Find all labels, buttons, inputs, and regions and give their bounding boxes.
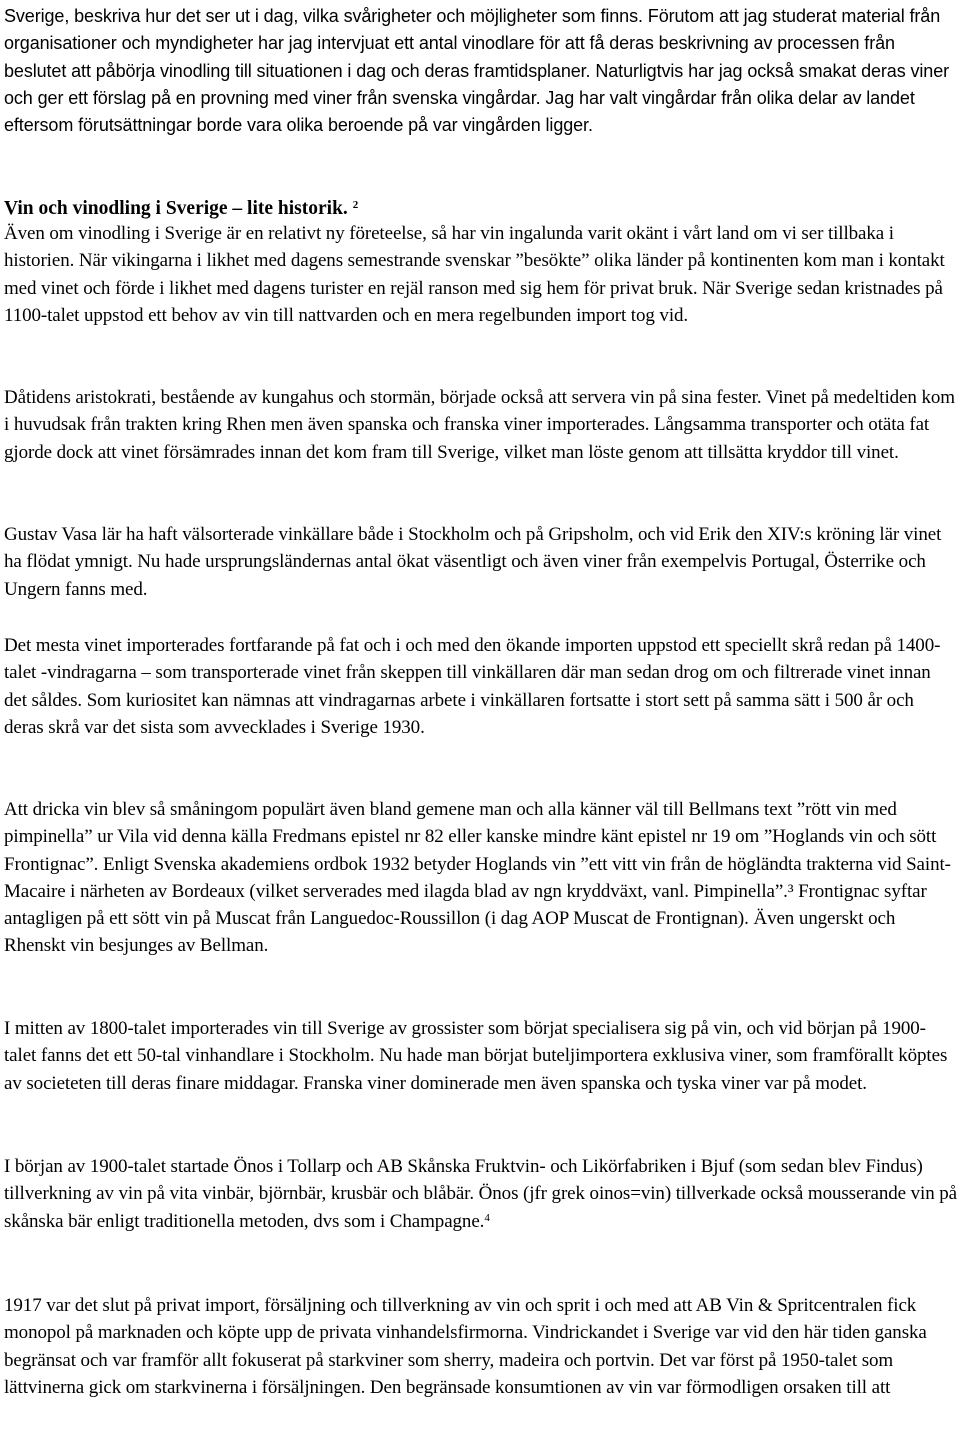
paragraph-onos <box>4 1153 958 1235</box>
section-heading <box>4 195 958 222</box>
paragraph-monopol: 1917 var det slut på privat import, försäljning och tillverkning av vin och sprit i och med att AB Vin & Spritcentralen fick monopol på marknaden och köpte upp de privata vinhandelsfirmorna. Vindrickandet i Sverige var vid den här tiden ganska begränsat och var framför allt fokuserat på starkviner som sherry, madeira och portvin. Det var först på 1950-talet som lättvinerna gick om starkvinerna i försäljningen. Den begränsade konsumtionen av vin var förmodligen orsaken till att <box>4 1295 927 1398</box>
paragraph-intro <box>4 3 958 139</box>
paragraph-vindragarna: Det mesta vinet importerades fortfarande på fat och i och med den ökande importen uppstod ett speciellt skrå redan på 1400-talet -vindragarna – som transporterade vinet från skeppen till vinkällaren där man sedan drog om och filtrerade vinet innan det såldes. Som kuriositet kan nämnas att vindragarnas arbete i vinkällaren fortsatte i stort sett på samma sätt i 500 år och deras skrå var det sista som avvecklades i Sverige 1930. <box>4 635 941 738</box>
paragraph-onos-text: I början av 1900-talet startade Önos i Tollarp och AB Skånska Fruktvin- och Likörfabriken i Bjuf (som sedan blev Findus) tillverkning av vin på vita vinbär, björnbär, krusbär och blåbär. Önos (jfr grek oinos=vin) tillverkade också mousserande vin på skånska bär enligt traditionella metoden, dvs som i Champagne. <box>4 1156 958 1232</box>
paragraph-gustav-vasa: Gustav Vasa lär ha haft välsorterade vinkällare både i Stockholm och på Gripsholm, och vid Erik den XIV:s kröning lär vinet ha flödat ymnigt. Nu hade ursprungsländernas antal ökat väsentligt och även viner från exempelvis Portugal, Österrike och Ungern fanns med. <box>4 524 942 600</box>
section-heading-text: Vin och vinodling i Sverige – lite historik. <box>4 198 348 219</box>
paragraph-aristocracy: Dåtidens aristokrati, bestående av kungahus och stormän, började också att servera vin på sina fester. Vinet på medeltiden kom i huvudsak från trakten kring Rhen men även spanska och franska viner importerades. Långsamma transporter och otäta fat gjorde dock att vinet försämrades innan det kom fram till Sverige, vilket man löste genom att tillsätta kryddor till vinet. <box>4 387 955 463</box>
paragraph-intro-text: Sverige, beskriva hur det ser ut i dag, vilka svårigheter och möjligheter som finns. Förutom att jag studerat material från organisationer och myndigheter har jag intervjuat ett antal vinodlare för att få deras beskrivning av processen från beslutet att påbörja vinodling till situationen i dag och deras framtidsplaner. Naturligtvis har jag också smakat deras viner och ger ett förslag på en provning med viner från svenska vingårdar. Jag har valt vingårdar från olika delar av landet eftersom förutsättningar borde vara olika beroende på var vingården ligger. <box>4 6 950 136</box>
paragraph-bellman: Att dricka vin blev så småningom populärt även bland gemene man och alla känner väl till Bellmans text ”rött vin med pimpinella” ur Vila vid denna källa Fredmans epistel nr 82 eller kanske mindre känt epistel nr 19 om ”Hoglands vin och sött Frontignac”. Enligt Svenska akademiens ordbok 1932 betyder Hoglands vin ”ett vitt vin från de högländta trakterna vid Saint-Macaire i närheten av Bordeaux (vilket serverades med ilagda blad av ngn kryddväxt, vanl. Pimpinella”.³ Frontignac syftar antagligen på ett sött vin på Muscat från Languedoc-Roussillon (i dag AOP Muscat de Frontignan). Även ungerskt och Rhenskt vin besjunges av Bellman. <box>4 799 951 957</box>
footnote-marker-2: 2 <box>352 198 359 211</box>
footnote-marker-4: 4 <box>484 1211 490 1224</box>
paragraph-vikings: Även om vinodling i Sverige är en relativt ny företeelse, så har vin ingalunda varit okänt i vårt land om vi ser tillbaka i historien. När vikingarna i likhet med dagens semestrande svenskar ”besökte” olika länder på kontinenten kom man i kontakt med vinet och förde i likhet med dagens turister en rejäl ranson med sig hem för privat bruk. När Sverige sedan kristnades på 1100-talet uppstod ett behov av vin till nattvarden och en mera regelbunden import tog vid. <box>4 223 945 326</box>
paragraph-1800-talet: I mitten av 1800-talet importerades vin till Sverige av grossister som börjat specialisera sig på vin, och vid början på 1900-talet fanns det ett 50-tal vinhandlare i Stockholm. Nu hade man börjat buteljimportera exklusiva viner, som framförallt köptes av societeten till deras finare middagar. Franska viner dominerade men även spanska och tyska viner var på modet. <box>4 1018 948 1094</box>
